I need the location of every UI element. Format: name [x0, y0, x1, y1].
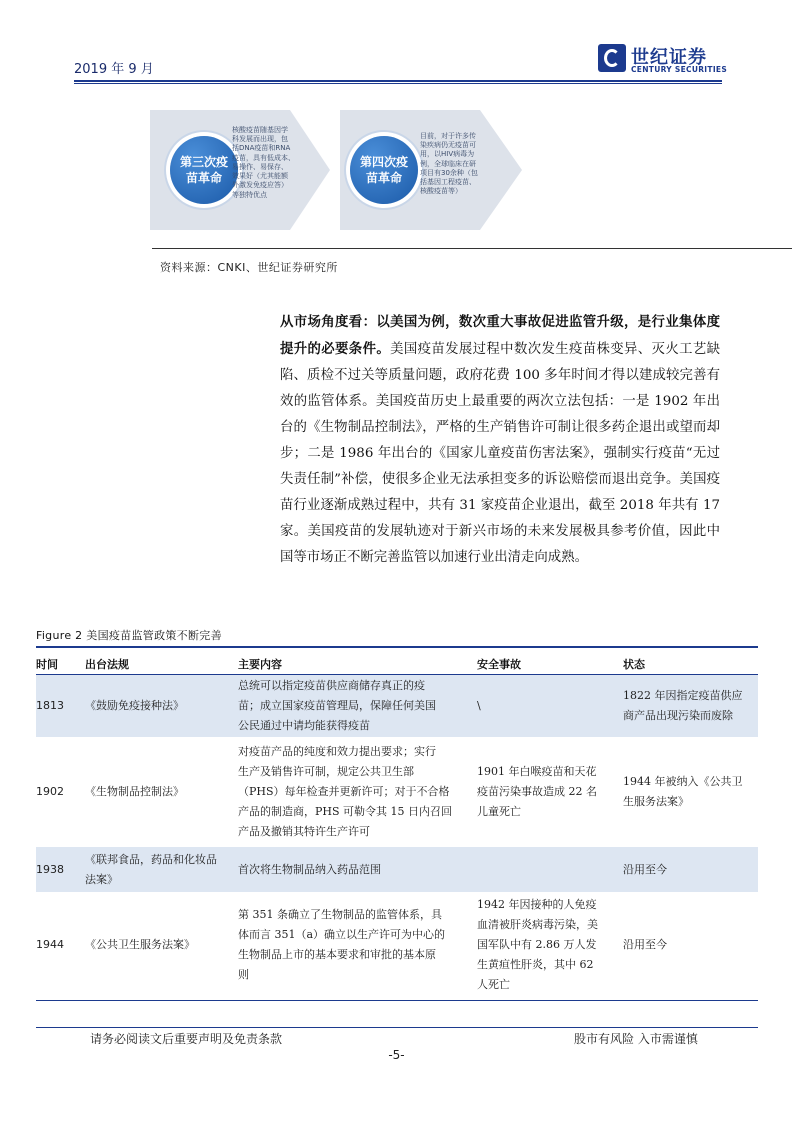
- risk-warning: 股市有风险 入市需谨慎: [574, 1032, 698, 1046]
- th-year: 时间: [36, 658, 58, 671]
- cell-safety-line: 1942 年因接种的人免疫: [477, 898, 597, 911]
- cell-content-line: 公民通过中请均能获得疫苗: [238, 719, 370, 732]
- cell-status: [623, 935, 755, 955]
- header-divider: [74, 80, 722, 82]
- third-desc-line: 易操作、易保存、: [232, 162, 288, 171]
- th-safety: 安全事故: [477, 658, 521, 671]
- cell-year: [36, 935, 64, 955]
- cell-content-line: 对疫苗产品的纯度和效力提出要求；实行: [238, 745, 436, 758]
- logo-text-cn: 世纪证券: [631, 47, 707, 68]
- third-desc-line: 等独特优点: [232, 190, 267, 199]
- cell-safety: [477, 895, 609, 995]
- cell-status-line: 1822 年因指定疫苗供应: [623, 689, 743, 702]
- table-top-rule: [36, 646, 758, 648]
- cell-status-line: 生服务法案》: [623, 795, 689, 808]
- footer-divider: [36, 1027, 758, 1028]
- cell-status-line: 商产品出现污染而废除: [623, 709, 733, 722]
- cell-safety-line: 1901 年白喉疫苗和天花: [477, 765, 597, 778]
- vaccine-revolution-diagram: [150, 100, 550, 240]
- third-revolution-desc: [232, 126, 295, 200]
- cell-law-line: 法案》: [85, 872, 118, 886]
- th-status: 状态: [623, 658, 645, 671]
- cell-year-line: 1938: [36, 862, 64, 876]
- cell-safety: [477, 696, 609, 716]
- cell-year: [36, 782, 64, 802]
- fourth-revolution-title: 第四次疫 苗革命: [359, 154, 408, 185]
- cell-content-line: 总统可以指定疫苗供应商储存真正的疫: [238, 679, 425, 692]
- cell-safety-line: 儿童死亡: [477, 805, 521, 818]
- cell-year-line: 1944: [36, 938, 64, 951]
- cell-content-line: 苗；成立国家疫苗管理局，保障任何美国: [238, 699, 436, 712]
- cell-safety-line: 血清被肝炎病毒污染，美: [477, 918, 598, 931]
- cell-safety-line: 生黄疸性肝炎，其中 62: [477, 958, 594, 971]
- third-desc-line: 疫苗，具有低成本、: [232, 153, 295, 162]
- table-row: [36, 675, 758, 737]
- cell-content-line: 产品的制造商，PHS 可勒令其 15 日内召回: [238, 805, 453, 818]
- cell-safety-line: 国军队中有 2.86 万人发: [477, 938, 597, 951]
- fourth-desc-line: 括基因工程疫苗、: [420, 178, 476, 187]
- century-securities-logo: [598, 44, 728, 76]
- cell-law: [85, 782, 225, 802]
- fourth-desc-line: 例，全球临床在研: [420, 159, 476, 168]
- page-number: -5-: [388, 1048, 405, 1062]
- cell-status-line: 沿用至今: [623, 938, 667, 951]
- fourth-desc-line: 项目有30余种（包: [420, 168, 478, 177]
- paragraph-body: 美国疫苗发展过程中数次发生疫苗株变异、灭火工艺缺陷、质检不过关等质量问题，政府花费 100 多年时间才得以建成较完善有效的监管体系。美国疫苗历史上最重要的两次立法包括：一是 1902 年出台的《生物制品控制法》，严格的生产销售许可制让很多药企退出或望而却步；二是 1986 年出台的《国家儿童疫苗伤害法案》，强制实行疫苗“无过失责任制”补偿，使很多企业无法承担变多的诉讼赔偿而退出竞争。美国疫苗行业逐渐成熟过程中，共有 31 家疫苗企业退出，截至 2018 年共有 17 家。美国疫苗的发展轨迹对于新兴市场的未来发展极具参考价值，因此中国等市场正不断完善监管以加速行业出清走向成熟。: [280, 342, 720, 565]
- cell-law: [85, 935, 225, 955]
- disclaimer-note: 请务必阅读文后重要声明及免责条款: [90, 1032, 283, 1046]
- fourth-desc-line: 目前，对于许多传: [420, 132, 476, 140]
- cell-content: [238, 905, 468, 985]
- cell-status-line: 沿用至今: [623, 862, 667, 876]
- third-desc-line: 科发展而出现，包: [232, 135, 288, 144]
- source-note: 资料来源：CNKI、世纪证券研究所: [160, 261, 338, 274]
- table-row: [36, 737, 758, 847]
- third-desc-line: 核酸疫苗随基因学: [232, 126, 288, 134]
- cell-year: [36, 696, 64, 716]
- third-revolution-title: 第三次疫 苗革命: [179, 154, 228, 185]
- cell-year-line: 1813: [36, 699, 64, 712]
- table-bottom-rule: [36, 1000, 758, 1001]
- cell-content: [238, 676, 468, 736]
- header-divider-thin: [74, 83, 722, 84]
- th-content: 主要内容: [238, 658, 282, 671]
- third-desc-line: 效果好（尤其能额: [232, 172, 288, 181]
- logo-text-en: CENTURY SECURITIES: [631, 65, 728, 74]
- cell-content-line: 则: [238, 968, 249, 981]
- cell-content-line: 第 351 条确立了生物制品的监管体系，具: [238, 908, 442, 921]
- market-analysis-paragraph: [280, 309, 720, 571]
- cell-content-line: 体而言 351（a）确立以生产许可为中心的: [238, 928, 446, 941]
- cell-content-line: 首次将生物制品纳入药品范围: [238, 862, 381, 876]
- source-divider: [152, 248, 792, 249]
- table-row: [36, 847, 758, 892]
- cell-year-line: 1902: [36, 785, 64, 798]
- cell-law: [85, 696, 225, 716]
- report-date: 2019 年 9 月: [74, 62, 154, 77]
- cell-safety: [477, 762, 609, 822]
- cell-safety-line: \: [477, 699, 481, 712]
- cell-content-line: 生产及销售许可制，规定公共卫生部: [238, 765, 414, 778]
- paragraph-lead: 从市场角度看：以美国为例，数次重大事故促进监管升级，是行业集体度提升的必要条件。: [280, 314, 720, 357]
- third-desc-line: 括DNA疫苗和RNA: [232, 144, 291, 153]
- cell-content-line: （PHS）每年检查并更新许可；对于不合格: [238, 785, 450, 798]
- cell-status: [623, 860, 755, 880]
- fourth-revolution-desc: [420, 132, 478, 197]
- cell-law-line: 《生物制品控制法》: [85, 785, 184, 798]
- third-revolution-badge: [170, 136, 238, 204]
- cell-safety-line: 疫苗污染事故造成 22 名: [477, 785, 597, 798]
- third-desc-line: 外激发免疫应答）: [232, 181, 288, 190]
- fourth-desc-line: 染疾病仍无疫苗可: [420, 141, 476, 150]
- cell-content: [238, 860, 468, 880]
- cell-status-line: 1944 年被纳入《公共卫: [623, 775, 743, 788]
- th-law: 出台法规: [85, 658, 129, 671]
- cell-law-line: 《鼓励免疫接种法》: [85, 699, 184, 712]
- cell-status: [623, 772, 755, 812]
- fourth-desc-line: 核酸疫苗等）: [420, 187, 462, 196]
- cell-content-line: 生物制品上市的基本要求和审批的基本原: [238, 948, 436, 961]
- cell-law: [85, 850, 225, 890]
- figure-title: Figure 2 美国疫苗监管政策不断完善: [36, 629, 222, 642]
- cell-law-line: 《公共卫生服务法案》: [85, 938, 195, 951]
- cell-law-line: 《联邦食品，药品和化妆品: [85, 852, 217, 866]
- cell-content-line: 产品及撤销其特许生产许可: [238, 825, 370, 838]
- table-row: [36, 892, 758, 998]
- cell-safety-line: 人死亡: [477, 978, 510, 991]
- cell-status: [623, 686, 755, 726]
- fourth-desc-line: 用，以HIV病毒为: [420, 150, 475, 159]
- cell-year: [36, 860, 64, 880]
- cell-content: [238, 742, 468, 842]
- logo-icon: [598, 44, 626, 72]
- fourth-revolution-badge: [350, 136, 418, 204]
